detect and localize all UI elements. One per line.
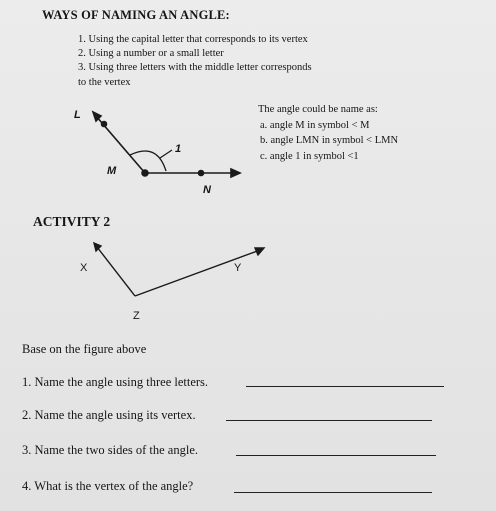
vertex-dot-m (142, 170, 148, 176)
label-m: M (107, 165, 117, 177)
question-3: 3. Name the two sides of the angle. (22, 443, 198, 457)
ray-zx (97, 247, 135, 296)
point-dot-n (199, 171, 204, 176)
label-x: X (80, 262, 88, 274)
question-1: 1. Name the angle using three letters. (22, 375, 209, 389)
arrowhead-n (231, 169, 240, 177)
answer-blank-4[interactable] (234, 492, 432, 493)
naming-intro: The angle could be name as: (258, 104, 378, 115)
label-z: Z (133, 310, 140, 322)
naming-c: c. angle 1 in symbol <1 (260, 151, 359, 162)
label-n: N (203, 184, 211, 196)
label-l: L (74, 109, 81, 121)
answer-blank-3[interactable] (236, 455, 436, 456)
rule-3-cont: to the vertex (78, 77, 131, 88)
label-1: 1 (175, 143, 182, 155)
label-pointer (160, 150, 172, 158)
answer-blank-2[interactable] (226, 420, 432, 421)
rule-3: 3. Using three letters with the middle letter corresponds (78, 62, 312, 73)
rule-1: 1. Using the capital letter that corresponds to its vertex (78, 34, 308, 45)
instruction: Base on the figure above (22, 342, 147, 356)
label-y: Y (234, 262, 242, 274)
activity-heading: ACTIVITY 2 (33, 214, 111, 229)
answer-blank-1[interactable] (246, 386, 444, 387)
question-4: 4. What is the vertex of the angle? (22, 479, 194, 493)
rule-2: 2. Using a number or a small letter (78, 48, 224, 59)
naming-a: a. angle M in symbol < M (260, 120, 370, 131)
page-title: WAYS OF NAMING AN ANGLE: (42, 8, 230, 22)
arrowhead-y (255, 248, 264, 255)
naming-b: b. angle LMN in symbol < LMN (260, 135, 399, 146)
point-dot-l (102, 122, 107, 127)
question-2: 2. Name the angle using its vertex. (22, 408, 196, 422)
